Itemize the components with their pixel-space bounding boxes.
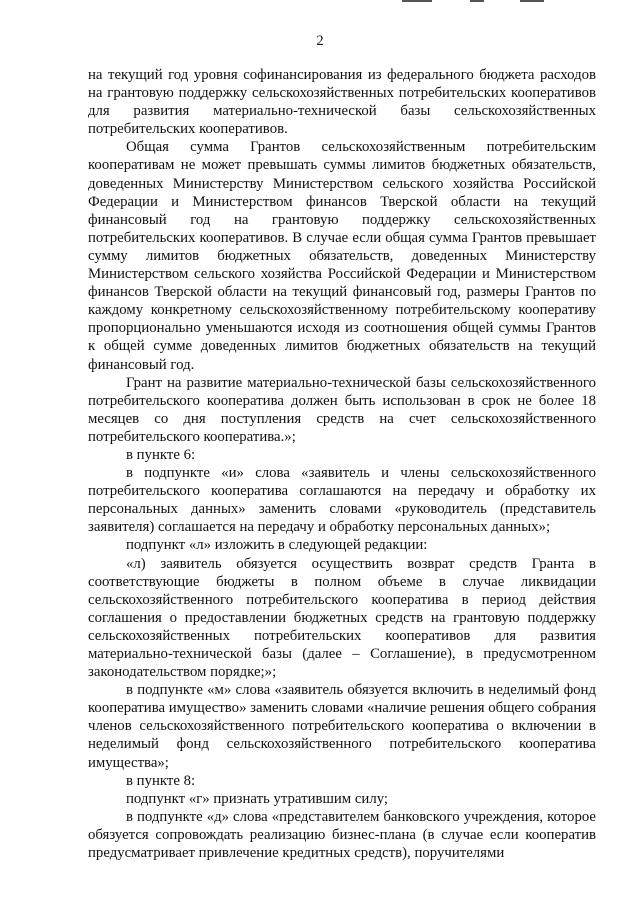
paragraph: в пункте 6:	[126, 446, 196, 463]
page-number: 2	[316, 33, 324, 49]
paragraph: в подпункте «д» слова «представителем банковского учреждения, которое обязуется сопровождать реализацию бизнес-плана (в случае если кооператив предусматривает привлечение кредитных средств), поручителями	[88, 808, 596, 862]
paragraph: в пункте 8:	[126, 772, 196, 789]
paragraph: на текущий год уровня софинансирования из федерального бюджета расходов на грантовую поддержку сельскохозяйственных потребительских кооперативов для развития материально-технической базы сельскохозяйственных потребительских кооперативов.	[88, 67, 596, 138]
paragraph: «л) заявитель обязуется осуществить возврат средств Гранта в соответствующие бюджеты в полном объеме в случае ликвидации сельскохозяйственного потребительского кооператива в период действия соглашения о предоставлении бюджетных средств на грантовую поддержку сельскохозяйственных потребительских кооперативов для развития материально-технической базы (далее – Соглашение), в предусмотренном законодательством порядке;»;	[88, 555, 596, 681]
paragraph: в подпункте «и» слова «заявитель и члены сельскохозяйственного потребительского кооператива соглашаются на передачу и обработку их персональных данных» заменить словами «руководитель (представитель заявителя) соглашается на передачу и обработку персональных данных»;	[88, 465, 596, 536]
paragraph: подпункт «г» признать утратившим силу;	[126, 790, 389, 807]
paragraph: подпункт «л» изложить в следующей редакции:	[126, 537, 428, 554]
document-body	[88, 66, 596, 862]
paragraph: Грант на развитие материально-технической базы сельскохозяйственного потребительского кооператива должен быть использован в срок не более 18 месяцев со дня поступления средств на счет сельскохозяйственного потребительского кооператива.»;	[88, 374, 596, 445]
paragraph: Общая сумма Грантов сельскохозяйственным потребительским кооперативам не может превышать суммы лимитов бюджетных обязательств, доведенных Министерству Министерством сельского хозяйства Российской Федерации и Министерством финансов Тверской области на текущий финансовый год на грантовую поддержку сельскохозяйственных потребительских кооперативов. В случае если общая сумма Грантов превышает сумму лимитов бюджетных обязательств, доведенных Министерству Министерством сельского хозяйства Российской Федерации и Министерством финансов Тверской области на текущий финансовый год, размеры Грантов по каждому конкретному сельскохозяйственному потребительскому кооперативу пропорционально уменьшаются исходя из соотношения общей суммы Грантов к общей сумме доведенных лимитов бюджетных обязательств на текущий финансовый год.	[88, 139, 596, 373]
paragraph: в подпункте «м» слова «заявитель обязуется включить в неделимый фонд кооператива имущество» заменить словами «наличие решения общего собрания членов сельскохозяйственного потребительского кооператива о включении в неделимый фонд сельскохозяйственного потребительского кооператива имущества»;	[88, 682, 596, 771]
scan-edge-marks	[0, 0, 640, 6]
